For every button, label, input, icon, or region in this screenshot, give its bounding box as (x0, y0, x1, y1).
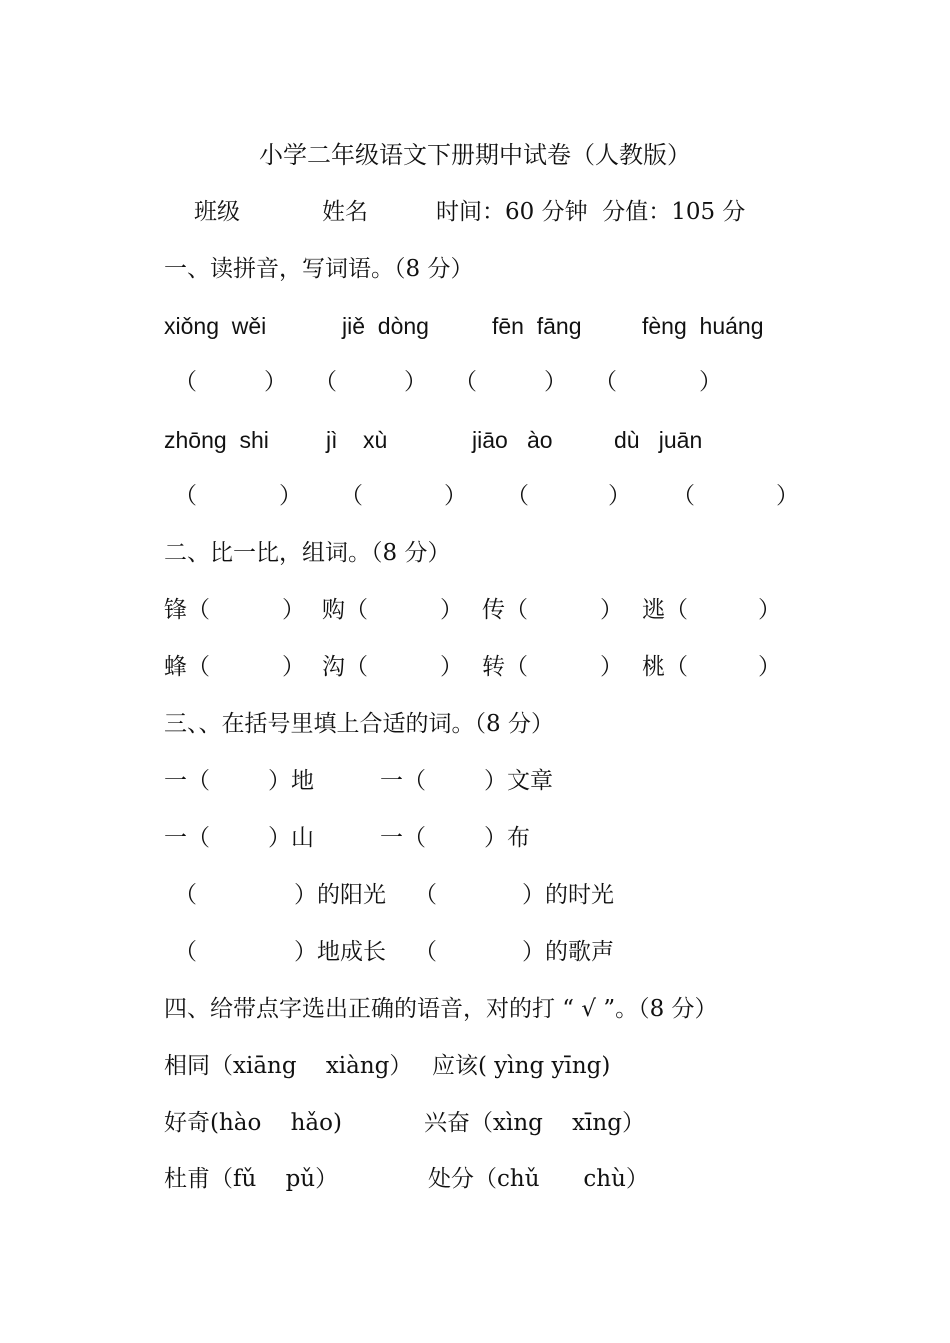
header-info (164, 192, 830, 232)
bracket: ） (600, 597, 623, 623)
pinyin-item: jiě dòng (342, 313, 429, 339)
fill-open: 一（ (164, 825, 210, 851)
pronunciation-choice: 兴奋（xìng xīng） (424, 1110, 645, 1136)
bracket: （ (314, 369, 337, 395)
char-item: 蜂（ (164, 654, 210, 680)
fill-open: 一（ (164, 768, 210, 794)
fill-open: （ (414, 939, 437, 965)
bracket: ） (776, 483, 799, 509)
section4-heading: 四、给带点字选出正确的语音，对的打 “ √ ”。（8 分） (164, 996, 718, 1022)
fill-open: 一（ (380, 768, 426, 794)
char-item: 逃（ (642, 597, 688, 623)
section1-blanks-row1 (164, 362, 830, 402)
pronunciation-choice: 应该( yìng yīng) (432, 1053, 611, 1079)
section4-line (164, 1103, 830, 1143)
fill-close: ）布 (484, 825, 530, 851)
bracket: ） (440, 597, 463, 623)
name-label: 姓名 (322, 199, 368, 225)
bracket: ） (608, 483, 631, 509)
bracket: ） (264, 369, 287, 395)
char-item: 沟（ (322, 654, 368, 680)
pinyin-item: zhōng shi (164, 427, 269, 453)
pinyin-item: jì xù (326, 427, 388, 453)
section2-row2 (164, 647, 830, 687)
section3-line (164, 932, 830, 972)
fill-close: ）的歌声 (522, 939, 614, 965)
fill-open: （ (174, 939, 197, 965)
char-item: 购（ (322, 597, 368, 623)
section3-line (164, 818, 830, 858)
pronunciation-choice: 杜甫（fǔ pǔ） (164, 1166, 339, 1192)
pronunciation-choice: 处分（chǔ chù） (428, 1166, 649, 1192)
bracket: （ (672, 483, 695, 509)
pinyin-item: fèng huáng (642, 313, 764, 339)
section1-pinyin-row2 (164, 420, 830, 460)
section1-pinyin-row1 (164, 306, 830, 346)
char-item: 锋（ (164, 597, 210, 623)
section3-line (164, 761, 830, 801)
bracket: ） (699, 369, 722, 395)
section3-line (164, 875, 830, 915)
bracket: ） (440, 654, 463, 680)
fill-close: ）山 (268, 825, 314, 851)
fill-close: ）地成长 (294, 939, 386, 965)
bracket: （ (454, 369, 477, 395)
section4-line (164, 1046, 830, 1086)
bracket: （ (174, 483, 197, 509)
bracket: ） (282, 597, 305, 623)
fill-close: ）的时光 (522, 882, 614, 908)
bracket: ） (758, 654, 781, 680)
fill-open: （ (414, 882, 437, 908)
section2-row1 (164, 590, 830, 630)
pronunciation-choice: 好奇(hào hǎo) (164, 1110, 342, 1136)
fill-close: ）的阳光 (294, 882, 386, 908)
bracket: ） (279, 483, 302, 509)
bracket: ） (444, 483, 467, 509)
bracket: （ (506, 483, 529, 509)
char-item: 桃（ (642, 654, 688, 680)
time-score-info: 时间：60 分钟 分值：105 分 (436, 199, 746, 225)
bracket: ） (600, 654, 623, 680)
bracket: （ (594, 369, 617, 395)
pinyin-item: dù juān (614, 427, 703, 453)
char-item: 转（ (482, 654, 528, 680)
bracket: （ (174, 369, 197, 395)
section1-heading: 一、读拼音，写词语。（8 分） (164, 256, 474, 282)
pinyin-item: jiāo ào (472, 427, 553, 453)
fill-close: ）文章 (484, 768, 553, 794)
section4-line (164, 1159, 830, 1199)
section3-heading: 三、、在括号里填上合适的词。（8 分） (164, 711, 554, 737)
fill-open: 一（ (380, 825, 426, 851)
class-label: 班级 (194, 199, 240, 225)
bracket: ） (758, 597, 781, 623)
bracket: ） (282, 654, 305, 680)
fill-open: （ (174, 882, 197, 908)
pinyin-item: fēn fāng (492, 313, 582, 339)
bracket: ） (404, 369, 427, 395)
pronunciation-choice: 相同（xiāng xiàng） (164, 1053, 413, 1079)
page-title: 小学二年级语文下册期中试卷（人教版） (259, 141, 691, 169)
pinyin-item: xiǒng wěi (164, 313, 267, 339)
char-item: 传（ (482, 597, 528, 623)
bracket: ） (544, 369, 567, 395)
bracket: （ (340, 483, 363, 509)
fill-close: ）地 (268, 768, 314, 794)
section1-blanks-row2 (164, 476, 830, 516)
section2-heading: 二、比一比，组词。（8 分） (164, 540, 451, 566)
